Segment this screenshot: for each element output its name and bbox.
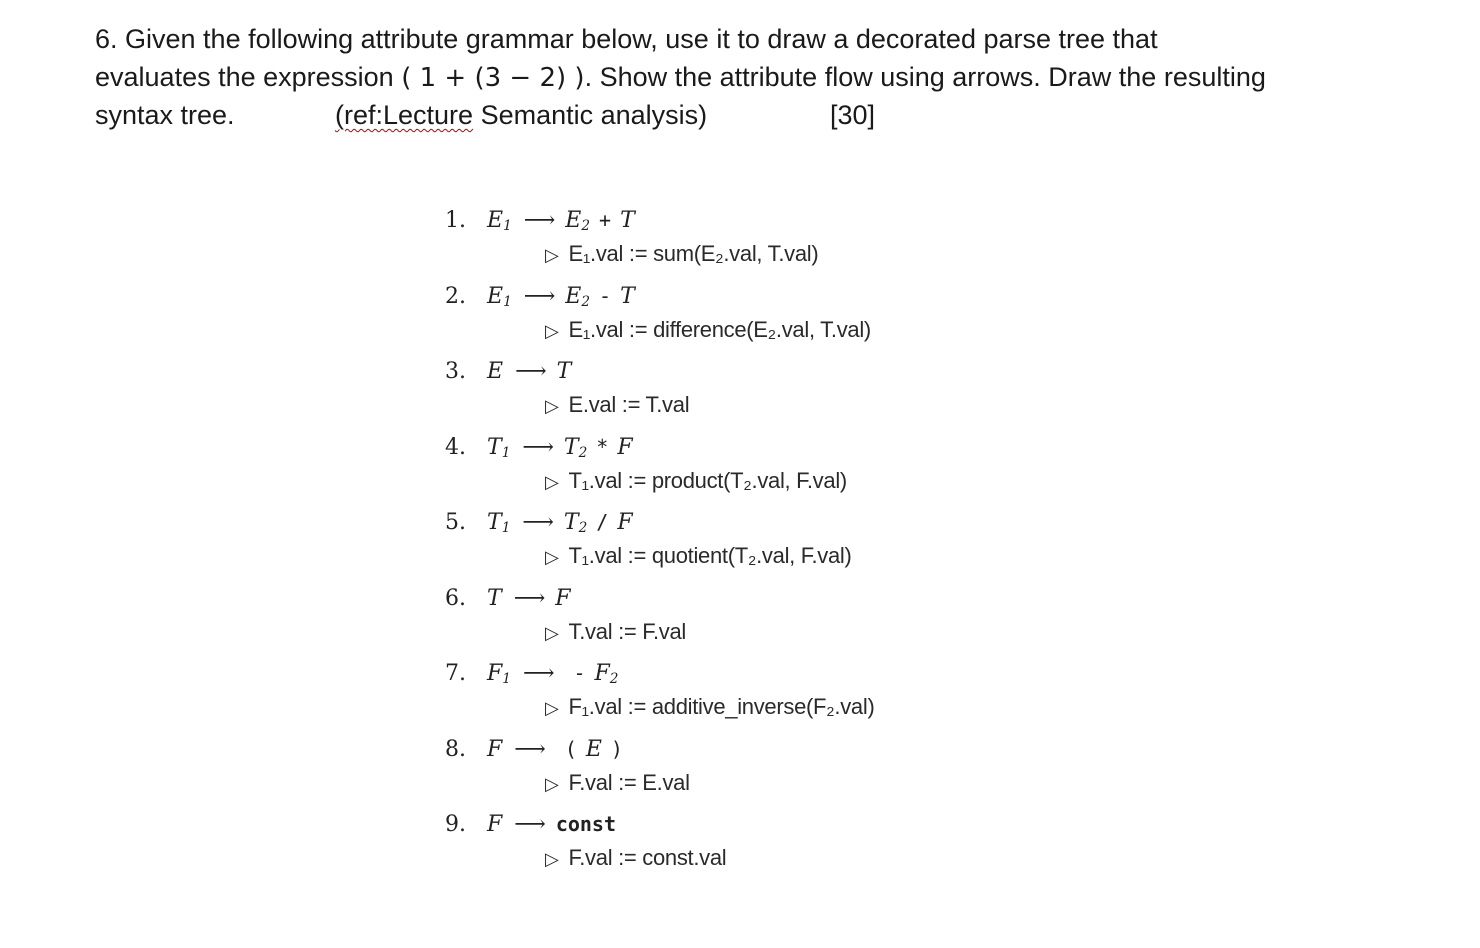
triangle-icon: ▷ [545, 320, 559, 342]
production [445, 737, 632, 762]
arrow-icon: ⟶ [523, 283, 556, 309]
rhs-symbol: E [585, 736, 602, 762]
lhs-symbol: $E_1$ [487, 208, 512, 234]
arrow-icon: ⟶ [522, 510, 554, 535]
production [445, 435, 633, 461]
action-text: F.val := E.val [568, 769, 690, 795]
rule-number: 3. [445, 359, 466, 384]
rule-number: 6. [445, 585, 466, 611]
rhs-operator: * [596, 434, 609, 459]
lhs-subscript: 1 [501, 444, 511, 461]
triangle-icon: ▷ [545, 245, 559, 266]
rhs-operator: / [596, 510, 609, 534]
rhs-symbol: $E_2$ [565, 283, 591, 310]
arrow-icon: ⟶ [522, 661, 555, 686]
triangle-icon: ▷ [545, 547, 559, 568]
triangle-icon: ▷ [545, 471, 559, 493]
action-text: E₁.val := sum(E₂.val, T.val) [568, 241, 819, 266]
rhs-subscript: 2 [578, 444, 588, 461]
rhs-operator: ( [564, 736, 577, 761]
rhs-operator: - [573, 661, 586, 685]
action-text: E₁.val := difference(E₂.val, T.val) [568, 316, 871, 342]
semantic-action [545, 694, 874, 720]
arrow-icon: ⟶ [514, 736, 546, 762]
arrow-icon: ⟶ [515, 359, 547, 384]
rhs-symbol: F [617, 510, 633, 535]
question-line-2-pre: evaluates the expression [95, 62, 402, 92]
lhs-symbol: T [487, 585, 502, 611]
lhs-subscript: 1 [502, 671, 511, 687]
arrow-icon: ⟶ [522, 434, 554, 460]
rhs-symbol: $E_2$ [565, 208, 591, 234]
rhs-symbol: T [620, 208, 635, 233]
arrow-icon: ⟶ [513, 585, 546, 611]
rhs-operator: ) [610, 736, 623, 761]
rhs-symbol: $F_2$ [594, 661, 619, 687]
lhs-symbol: $T_1$ [487, 434, 511, 461]
triangle-icon: ▷ [545, 849, 559, 870]
rhs-symbol: $T_2$ [563, 510, 588, 536]
question-line-2-post: . Show the attribute flow using arrows. Draw the resulting [584, 62, 1266, 92]
lhs-symbol: E [487, 359, 504, 384]
lhs-symbol: F [487, 812, 503, 837]
triangle-icon: ▷ [545, 773, 559, 795]
rhs-symbol: T [620, 283, 635, 309]
semantic-action [545, 770, 690, 796]
rule-number: 8. [445, 736, 466, 762]
arrow-icon: ⟶ [514, 812, 546, 837]
production [445, 359, 571, 384]
lhs-symbol: $F_1$ [487, 661, 511, 687]
rhs-symbol: $T_2$ [563, 434, 588, 461]
rhs-subscript: 2 [581, 218, 591, 234]
rule-number: 4. [445, 434, 466, 460]
semantic-action [545, 468, 847, 494]
reference-rest: Semantic analysis) [473, 100, 708, 130]
lhs-symbol: $E_1$ [487, 283, 512, 310]
lhs-subscript: 1 [503, 293, 512, 310]
production [445, 661, 618, 687]
rule-number: 1. [445, 208, 466, 233]
semantic-action [545, 619, 686, 645]
triangle-icon: ▷ [545, 698, 559, 719]
arrow-icon: ⟶ [523, 208, 556, 233]
semantic-action [545, 845, 726, 871]
action-text: T₁.val := product(T₂.val, F.val) [568, 467, 847, 493]
lhs-subscript: 1 [501, 520, 511, 536]
rhs-symbol: F [555, 585, 571, 611]
rhs-subscript: 2 [578, 520, 588, 536]
triangle-icon: ▷ [545, 622, 559, 644]
production [445, 586, 571, 611]
rule-number: 2. [445, 283, 466, 309]
triangle-icon: ▷ [545, 396, 559, 417]
action-text: F₁.val := additive_inverse(F₂.val) [568, 694, 875, 719]
action-text: T₁.val := quotient(T₂.val, F.val) [568, 543, 852, 568]
rule-number: 5. [445, 510, 466, 535]
production [445, 208, 635, 234]
action-text: E.val := T.val [568, 392, 690, 417]
question-line-1-text: 6. Given the following attribute grammar below, use it to draw a decorated parse tree that [95, 24, 1158, 54]
semantic-action [545, 543, 852, 569]
semantic-action [545, 317, 871, 343]
semantic-action [545, 241, 818, 267]
question-line-3-text: syntax tree. [95, 100, 235, 130]
lhs-subscript: 1 [503, 218, 512, 234]
rhs-symbol: T [556, 359, 572, 384]
action-text: F.val := const.val [568, 845, 727, 870]
rhs-keyword: const [555, 812, 617, 836]
reference-underlined: (ref:Lecture [335, 100, 474, 130]
production [445, 284, 635, 310]
rule-number: 7. [445, 661, 466, 686]
lhs-symbol: F [487, 736, 503, 762]
rhs-subscript: 2 [581, 293, 591, 310]
lhs-symbol: $T_1$ [487, 510, 511, 536]
rhs-symbol: F [617, 434, 633, 460]
rhs-operator: + [599, 208, 612, 232]
semantic-action [545, 392, 689, 418]
rule-number: 9. [445, 812, 466, 837]
production [445, 812, 616, 837]
rhs-subscript: 2 [609, 671, 619, 687]
action-text: T.val := F.val [568, 618, 687, 644]
production [445, 510, 633, 536]
expression: ( 1 + (3 − 2) ) [401, 63, 585, 93]
rhs-operator: - [599, 283, 612, 308]
marks: [30] [830, 100, 876, 130]
